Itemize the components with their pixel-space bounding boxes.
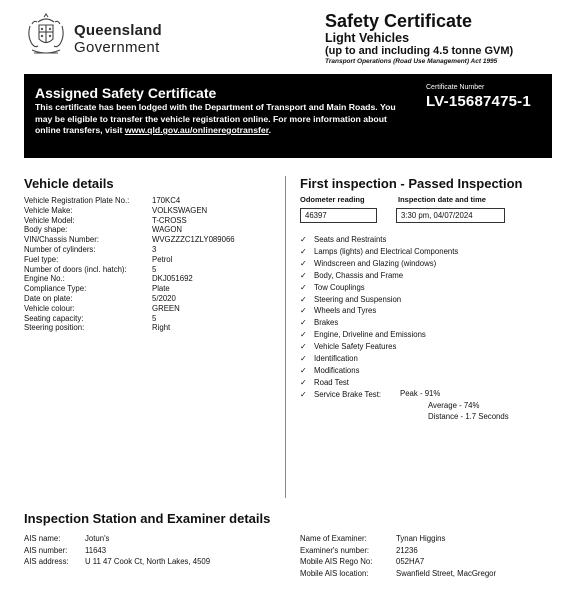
detail-label: Fuel type: [24,254,59,264]
inspection-heading: First inspection - Passed Inspection [300,176,523,191]
list-item [24,545,210,557]
assigned-certificate-banner [24,74,552,158]
online-transfer-link[interactable]: www.qld.gov.au/onlineregotransfer [124,125,269,135]
detail-value: U 11 47 Cook Ct, North Lakes, 4509 [85,557,211,566]
check-label: Body, Chassis and Frame [314,270,404,280]
banner-message: This certificate has been lodged with the Department of Transport and Main Roads. You may be eligible to transfer the vehicle registration online. For more information about online transfers, visit [35,102,396,135]
check-label: Steering and Suspension [314,294,402,304]
certificate-gvm-note: (up to and including 4.5 tonne GVM) [325,45,514,57]
brake-distance: Distance - 1.7 Seconds [428,412,509,422]
checkmark-icon: ✓ [300,246,307,256]
list-item [24,274,274,284]
certificate-subtitle: Light Vehicles [325,31,410,45]
list-item [24,533,210,545]
list-item [24,245,274,255]
checkmark-icon: ✓ [300,318,307,328]
detail-label: Mobile AIS Rego No: [300,557,373,566]
check-label: Road Test [314,377,349,387]
checkmark-icon: ✓ [300,282,307,292]
list-item [300,270,458,282]
queensland-government-logo [24,12,164,60]
detail-value: 170KC4 [152,196,181,205]
check-label: Tow Couplings [314,282,365,292]
list-item [300,294,458,306]
checkmark-icon: ✓ [300,354,307,364]
list-item [300,533,496,545]
detail-value: 052HA7 [396,557,425,566]
list-item [300,282,458,294]
detail-label: AIS number: [24,545,68,555]
brake-average: Average - 74% [428,400,480,410]
detail-label: Date on plate: [24,293,73,303]
list-item [24,294,274,304]
list-item [24,235,274,245]
odometer-label: Odometer reading [300,195,365,204]
detail-value: Plate [152,284,170,294]
banner-link-suffix: . [268,125,272,135]
inspection-checklist [300,234,458,401]
station-details [24,533,210,568]
detail-value: DKJ051692 [152,274,193,284]
detail-value: Right [152,323,171,333]
list-item [24,265,274,275]
list-item [300,545,496,557]
detail-value: WAGON [152,225,183,235]
list-item [300,234,458,246]
government-subname: Government [74,39,160,56]
certificate-number-label: Certificate Number [426,84,485,91]
coat-of-arms-icon [24,12,68,58]
detail-label: VIN/Chassis Number: [24,235,99,245]
list-item [24,206,274,216]
list-item [24,196,274,206]
detail-label: Compliance Type: [24,284,87,294]
detail-label: Vehicle Model: [24,215,75,225]
list-item [300,353,458,365]
list-item [300,317,458,329]
checkmark-icon: ✓ [300,270,307,280]
detail-value: 21236 [396,545,418,555]
list-item [300,246,458,258]
list-item [24,255,274,265]
checkmark-icon: ✓ [300,235,307,244]
detail-value: Petrol [152,254,173,264]
station-heading: Inspection Station and Examiner details [24,511,271,526]
detail-value: GREEN [152,303,180,313]
check-label: Vehicle Safety Features [314,342,397,352]
detail-value: WVGZZZC1ZLY089066 [152,235,235,245]
detail-label: Examiner's number: [300,545,370,555]
list-item [300,377,458,389]
detail-label: Body shape: [24,225,68,235]
detail-value: VOLKSWAGEN [152,205,208,215]
list-item [300,329,458,341]
detail-label: AIS address: [24,557,69,566]
checkmark-icon: ✓ [300,342,307,352]
banner-text [35,102,405,137]
check-label: Service Brake Test: [314,389,382,399]
certificate-number: LV-15687475-1 [426,93,531,110]
check-label: Windscreen and Glazing (windows) [314,258,437,268]
page-title: Safety Certificate [325,11,473,31]
detail-value: T-CROSS [152,215,187,225]
detail-value: Jotun's [85,534,110,543]
checkmark-icon: ✓ [300,377,307,387]
brake-test-results [400,388,509,423]
check-label: Brakes [314,318,339,328]
detail-value: Tynan Higgins [396,534,446,543]
examiner-details [300,533,496,579]
detail-value: 3 [152,244,157,254]
list-item [24,284,274,294]
list-item [300,258,458,270]
detail-label: Vehicle Make: [24,205,73,215]
government-name: Queensland [74,22,162,39]
vehicle-details-heading: Vehicle details [24,176,114,191]
inspection-datetime-label: Inspection date and time [398,195,486,204]
detail-label: Number of cylinders: [24,244,96,254]
brake-peak: Peak - 91% [400,389,441,398]
detail-label: Number of doors (incl. hatch): [24,264,127,274]
list-item [300,341,458,353]
checkmark-icon: ✓ [300,294,307,304]
detail-label: Vehicle Registration Plate No.: [24,196,130,205]
certificate-act: Transport Operations (Road Use Management) Act 1995 [325,58,498,65]
check-label: Seats and Restraints [314,235,387,244]
check-label: Identification [314,354,358,364]
certificate-title-block [325,11,565,66]
detail-label: Steering position: [24,323,85,333]
list-item [300,568,496,580]
detail-label: AIS name: [24,534,61,543]
detail-value: 5 [152,313,157,323]
odometer-value-box: 46397 [300,208,377,223]
banner-title: Assigned Safety Certificate [35,85,217,101]
vehicle-details-list [24,196,274,333]
detail-label: Mobile AIS location: [300,568,369,578]
detail-value: Swanfield Street, MacGregor [396,568,497,578]
detail-label: Seating capacity: [24,313,84,323]
column-divider [285,176,286,498]
detail-label: Name of Examiner: [300,534,367,543]
detail-label: Vehicle colour: [24,303,75,313]
list-item [24,314,274,324]
checkmark-icon: ✓ [300,365,307,375]
checkmark-icon: ✓ [300,330,307,340]
list-item [300,365,458,377]
list-item [24,304,274,314]
detail-value: 5 [152,264,157,274]
check-label: Wheels and Tyres [314,306,377,316]
list-item [24,556,210,568]
list-item [24,225,274,235]
list-item [24,323,274,333]
checkmark-icon: ✓ [300,389,307,399]
check-label: Lamps (lights) and Electrical Components [314,246,459,256]
checkmark-icon: ✓ [300,306,307,316]
inspection-datetime-box: 3:30 pm, 04/07/2024 [396,208,505,223]
list-item [24,216,274,226]
detail-label: Engine No.: [24,274,65,284]
checkmark-icon: ✓ [300,258,307,268]
list-item [300,556,496,568]
check-label: Modifications [314,365,360,375]
list-item [300,305,458,317]
check-label: Engine, Driveline and Emissions [314,330,426,340]
detail-value: 5/2020 [152,293,176,303]
detail-value: 11643 [85,545,107,555]
